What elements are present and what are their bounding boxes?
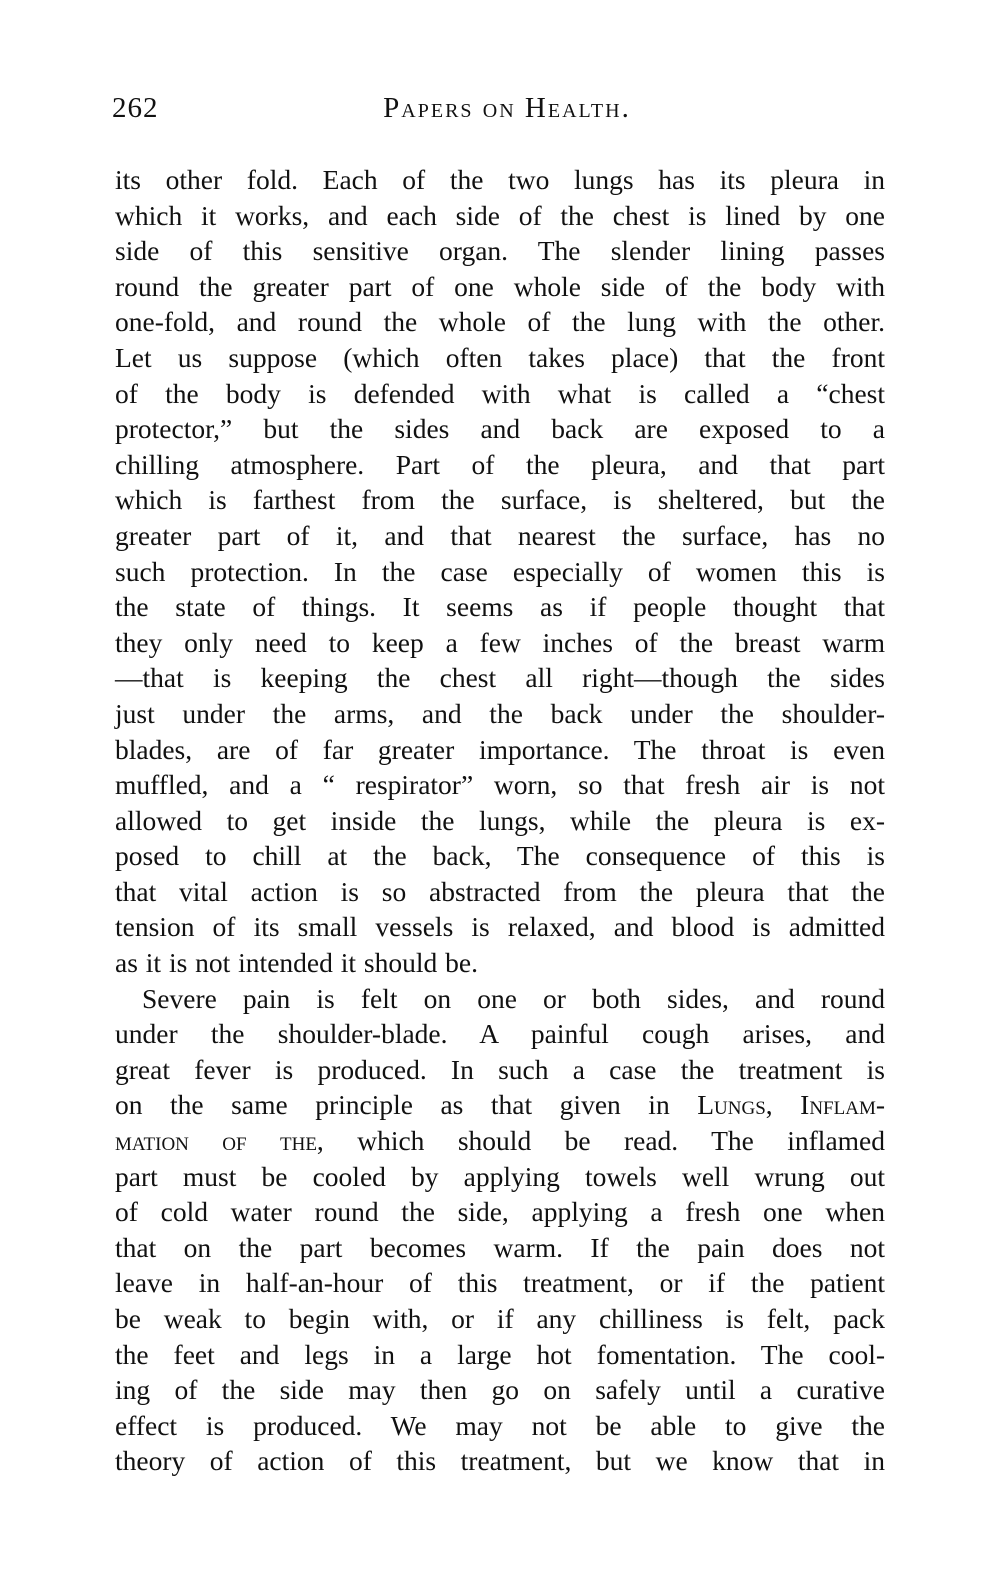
text-line: protector,” but the sides and back are exposed to a [115,413,885,445]
text-line: just under the arms, and the back under the shoulder- [115,697,885,729]
text-line: mation of the, which should be read. The inflamed [115,1125,885,1157]
text-line: its other fold. Each of the two lungs has its pleura in [115,164,885,195]
text-line: be weak to begin with, or if any chilliness is felt, pack [115,1303,885,1334]
paragraph-2 [115,981,885,1479]
text-line: as it is not intended it should be. [115,947,478,979]
text-line: round the greater part of one whole side of the body with [115,270,885,302]
text-line: leave in half-an-hour of this treatment, or if the patient [115,1267,885,1299]
text-line: of cold water round the side, applying a fresh one when [115,1196,885,1228]
text-line: that vital action is so abstracted from the pleura that the [115,875,885,907]
paragraph-1 [115,162,885,981]
text-line: —that is keeping the chest all right—though the sides [115,662,885,694]
text-line: chilling atmosphere. Part of the pleura, and that part [115,448,885,480]
text-line: they only need to keep a few inches of the breast warm [115,626,885,658]
text-line: of the body is defended with what is called a “chest [115,377,885,409]
text-line: tension of its small vessels is relaxed, and blood is admitted [115,911,885,943]
text-line: such protection. In the case especially of women this is [115,555,885,587]
page-body [115,162,885,1479]
text-line: great fever is produced. In such a case the treatment is [115,1053,885,1085]
text-line: Severe pain is felt on one or both sides, and round [142,982,885,1014]
text-line: the feet and legs in a large hot fomentation. The cool- [115,1338,885,1370]
text-line: which is farthest from the surface, is sheltered, but the [115,484,885,516]
cross-reference: mation of the, [115,1125,324,1157]
text-line: part must be cooled by applying towels well wrung out [115,1160,885,1192]
text-line: Let us suppose (which often takes place) that the front [115,341,885,373]
text-line: theory of action of this treatment, but we know that in [115,1445,885,1477]
text-line: under the shoulder-blade. A painful cough arises, and [115,1018,885,1050]
text-line: that on the part becomes warm. If the pain does not [115,1231,885,1263]
text-line: muffled, and a “ respirator” worn, so that fresh air is not [115,769,885,801]
text-line: effect is produced. We may not be able to give the [115,1409,885,1441]
text-line: on the same principle as that given in Lungs, Inflam- [115,1089,885,1121]
text-line: ing of the side may then go on safely until a curative [115,1374,885,1406]
text-line: greater part of it, and that nearest the surface, has no [115,519,885,551]
cross-reference: Lungs, Inflam- [697,1089,885,1121]
text-line: side of this sensitive organ. The slender lining passes [115,235,885,267]
running-title: Papers on Health. [383,92,631,124]
text-line: blades, are of far greater importance. The throat is even [115,733,885,765]
text-line: one-fold, and round the whole of the lung with the other. [115,306,885,338]
text-line: the state of things. It seems as if people thought that [115,591,885,623]
text-line: allowed to get inside the lungs, while the pleura is ex- [115,804,885,836]
running-head [112,92,882,132]
text-line: which it works, and each side of the chest is lined by one [115,199,885,231]
text-line: posed to chill at the back, The consequence of this is [115,840,885,872]
page-number: 262 [112,92,159,124]
